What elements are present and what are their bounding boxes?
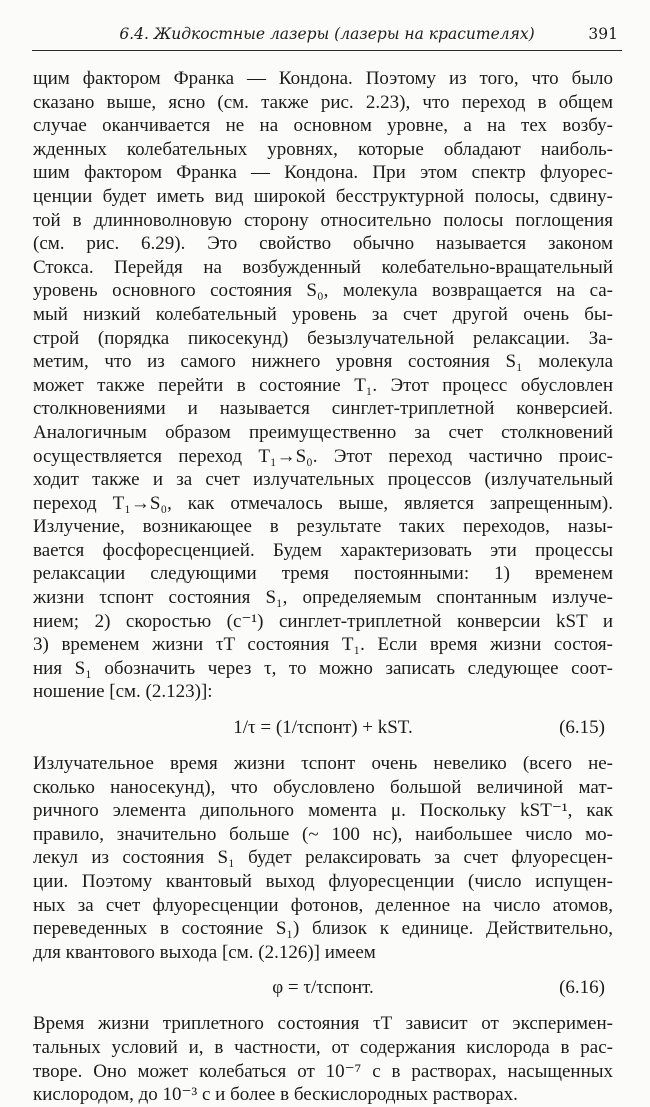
text-line: случае оканчивается не на основном уровне, а на тех возбу-	[33, 115, 613, 137]
text-line: осуществляется переход T₁→S₀. Этот переход частично проис-	[33, 445, 613, 467]
text-line: вается фосфоресценцией. Будем характеризовать эти процессы	[33, 539, 613, 561]
text-line: той в длинноволновую сторону относительно полосы поглощения	[33, 209, 613, 231]
text-line: мый низкий колебательный уровень за счет другой очень бы-	[33, 303, 613, 325]
text-line: Излучение, возникающее в результате таких переходов, назы-	[33, 516, 613, 538]
text-line: релаксации следующими тремя постоянными: 1) временем	[33, 563, 613, 585]
text-line: творе. Оно может колебаться от 10⁻⁷ с в растворах, насыщенных	[33, 1060, 613, 1082]
text-line: строй (порядка пикосекунд) безызлучательной релаксации. За-	[33, 327, 613, 349]
page-body	[33, 67, 613, 1107]
text-line: щим фактором Франка — Кондона. Поэтому из того, что было	[33, 68, 613, 89]
text-line: Время жизни триплетного состояния τT зависит от эксперимен-	[33, 1013, 613, 1035]
paragraph-2	[33, 752, 613, 964]
text-line: (см. рис. 6.29). Это свойство обычно называется законом	[33, 233, 613, 255]
text-line: ценции будет иметь вид широкой бесструктурной полосы, сдвину-	[33, 185, 613, 207]
text-line: Аналогичным образом преимущественно за счет столкновений	[33, 421, 613, 443]
text-line: нием; 2) скоростью (с⁻¹) синглет-триплетной конверсии kST и	[33, 610, 613, 632]
text-line: ричного элемента дипольного момента μ. Поскольку kST⁻¹, как	[33, 800, 613, 822]
chapter-title: 6.4. Жидкостные лазеры (лазеры на красителях)	[119, 25, 535, 43]
text-line: ношение [см. (2.123)]:	[33, 681, 213, 703]
running-header	[32, 22, 622, 51]
text-line: ходит также и за счет излучательных процессов (излучательный	[33, 469, 613, 491]
paragraph-1	[33, 67, 613, 704]
text-line: правило, значительно больше (~ 100 нс), наибольшее число мо-	[33, 823, 613, 845]
text-line: жденных колебательных уровнях, которые обладают наиболь-	[33, 138, 613, 160]
text-line: кислородом, до 10⁻³ с и более в бескислородных растворах.	[33, 1084, 518, 1106]
text-line: сколько наносекунд), что обусловлено большой величиной мат-	[33, 776, 613, 798]
equation-number: (6.15)	[559, 717, 605, 739]
equation-6-16	[33, 971, 613, 1005]
equation-formula: φ = τ/τспонт.	[272, 977, 374, 999]
text-line: переведенных в состояние S₁) близок к единице. Действительно,	[33, 918, 613, 940]
text-line: шим фактором Франка — Кондона. При этом спектр флуорес-	[33, 162, 613, 184]
paragraph-3	[33, 1012, 613, 1106]
text-line: уровень основного состояния S₀, молекула возвращается на са-	[33, 280, 613, 302]
text-line: метим, что из самого нижнего уровня состояния S₁ молекула	[33, 351, 613, 373]
page-number: 391	[588, 25, 618, 43]
text-line: 3) временем жизни τT состояния T₁. Если время жизни состоя-	[33, 634, 613, 656]
equation-formula: 1/τ = (1/τспонт) + kST.	[233, 717, 413, 739]
text-line: тальных условий и, в частности, от содержания кислорода в рас-	[33, 1036, 613, 1058]
text-line: Излучательное время жизни τспонт очень невелико (всего не-	[33, 753, 613, 775]
text-line: может также перейти в состояние T₁. Этот процесс обусловлен	[33, 374, 613, 396]
text-line: ния S₁ обозначить через τ, то можно записать следующее соот-	[33, 657, 613, 679]
text-line: переход T₁→S₀, как отмечалось выше, является запрещенным).	[33, 492, 613, 514]
text-line: ции. Поэтому квантовый выход флуоресценции (число испущен-	[33, 871, 613, 892]
text-line: сказано выше, ясно (см. также рис. 2.23), что переход в общем	[33, 91, 613, 113]
equation-6-15	[33, 711, 613, 745]
text-line: Стокса. Перейдя на возбужденный колебательно-вращательный	[33, 256, 613, 278]
equation-number: (6.16)	[559, 977, 605, 999]
text-line: жизни τспонт состояния S₁, определяемым спонтанным излуче-	[33, 587, 613, 609]
text-line: для квантового выхода [см. (2.126)] имеем	[33, 941, 376, 963]
text-line: столкновениями и называется синглет-триплетной конверсией.	[33, 398, 613, 420]
text-line: ных за счет флуоресценции фотонов, деленное на число атомов,	[33, 894, 613, 916]
text-line: лекул из состояния S₁ будет релаксировать за счет флуоресцен-	[33, 847, 613, 869]
